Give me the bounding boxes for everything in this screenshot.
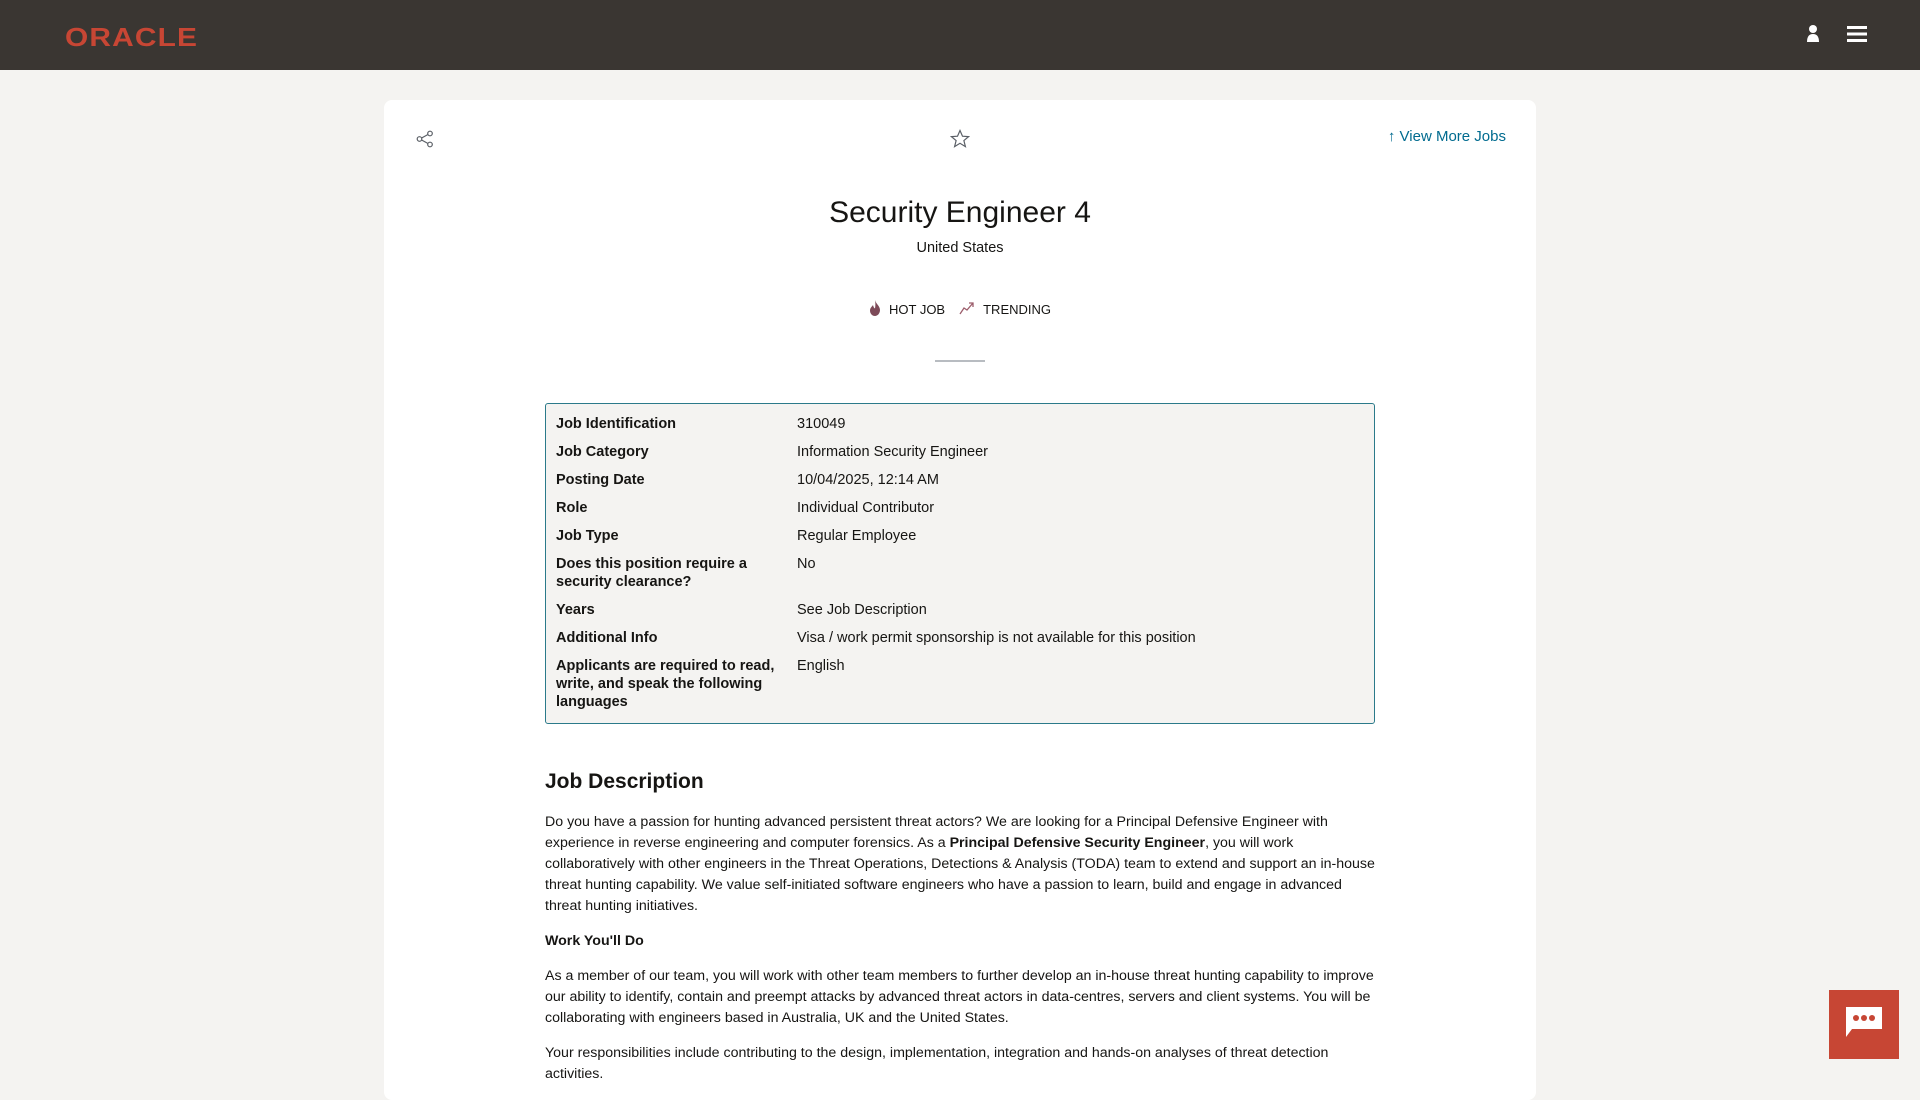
oracle-logo[interactable]: ORACLE	[65, 22, 199, 52]
job-description-heading: Job Description	[545, 770, 704, 793]
view-more-jobs-link[interactable]: ↑ View More Jobs	[1387, 128, 1506, 145]
detail-value: Regular Employee	[797, 528, 917, 544]
detail-row	[556, 443, 1364, 461]
detail-value: 310049	[797, 416, 846, 432]
bold-text: Principal Defensive Security Engineer	[949, 835, 1206, 851]
top-header	[0, 0, 1920, 70]
subheading-text: Work You'll Do	[545, 933, 644, 949]
detail-value: No	[797, 556, 816, 572]
detail-row	[556, 555, 1364, 591]
share-icon[interactable]	[416, 130, 434, 153]
description-paragraph: As a member of our team, you will work with other team members to further develop an in-house threat hunting capability to improve our ability to identify, contain and preempt attacks by advanced threat actors in data-centres, servers and client systems. You will be collaborating with engineers based in Australia, UK and the United States.	[545, 968, 1374, 1026]
hot-job-badge	[869, 300, 945, 319]
detail-value: English	[797, 658, 845, 674]
trending-label: TRENDING	[983, 302, 1051, 317]
description-paragraph	[545, 812, 1375, 917]
job-details-table	[545, 403, 1375, 724]
detail-value: 10/04/2025, 12:14 AM	[797, 472, 939, 488]
detail-label: Job Identification	[556, 416, 677, 432]
flame-icon	[869, 300, 881, 319]
trending-arrow-icon	[959, 301, 975, 318]
chat-bubble-icon	[1844, 1005, 1884, 1044]
job-location: United States	[916, 240, 1004, 256]
detail-row	[556, 415, 1364, 433]
detail-row	[556, 499, 1364, 517]
detail-label: Does this position require a security clearance?	[556, 556, 747, 590]
detail-value: Information Security Engineer	[797, 444, 989, 460]
detail-label: Job Type	[556, 528, 619, 544]
detail-label: Job Category	[556, 444, 649, 460]
detail-label: Role	[556, 500, 588, 516]
menu-icon[interactable]	[1847, 24, 1867, 49]
job-description	[545, 770, 1375, 1099]
detail-row	[556, 527, 1364, 545]
detail-row	[556, 601, 1364, 619]
detail-value: Individual Contributor	[797, 500, 935, 516]
detail-label: Additional Info	[556, 630, 658, 646]
job-card	[384, 100, 1536, 1100]
text: Do you have a passion for hunting advanced persistent threat actors? We are looking for a Principal Defensive Engineer with experience in reverse engineering and computer forensics. As a	[545, 814, 1328, 851]
detail-row	[556, 657, 1364, 711]
hot-job-label: HOT JOB	[889, 302, 946, 317]
detail-row	[556, 629, 1364, 647]
job-badges	[384, 300, 1536, 319]
chat-button[interactable]	[1829, 990, 1899, 1059]
divider	[935, 360, 985, 362]
detail-label: Posting Date	[556, 472, 645, 488]
detail-row	[556, 471, 1364, 489]
favorite-star-icon[interactable]	[950, 129, 970, 154]
detail-label: Years	[556, 602, 595, 618]
detail-value: See Job Description	[797, 602, 927, 618]
text: , you will work collaboratively with other engineers in the Threat Operations, Detections & Analysis (TODA) team to extend and support an in-house threat hunting capability. We value self-initiated software engineers who have a passion to learn, build and engage in advanced threat hunting initiatives.	[545, 835, 1375, 914]
job-title: Security Engineer 4	[829, 196, 1091, 229]
detail-label: Applicants are required to read, write, and speak the following languages	[556, 658, 775, 710]
work-subheading	[545, 931, 1375, 952]
detail-value: Visa / work permit sponsorship is not available for this position	[797, 630, 1196, 646]
description-paragraph: Your responsibilities include contributing to the design, implementation, integration and hands-on analyses of threat detection activities.	[545, 1045, 1329, 1082]
trending-badge	[959, 301, 1051, 318]
user-icon[interactable]	[1806, 24, 1820, 49]
